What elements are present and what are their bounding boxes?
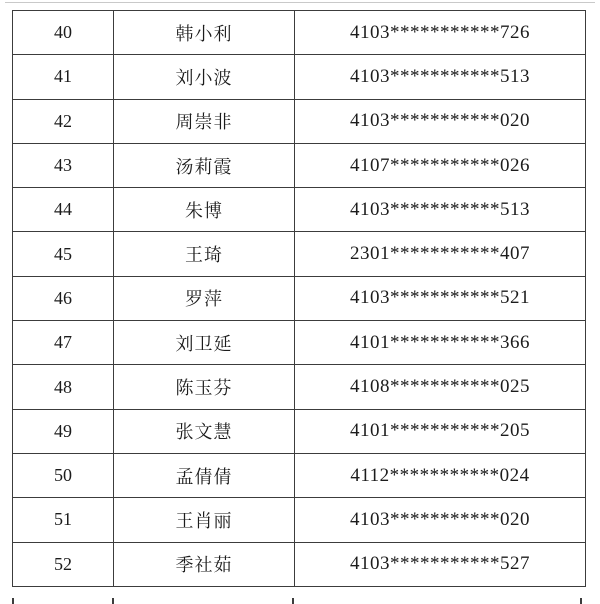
id-cell: 4103***********527 [295,542,586,586]
table-row [13,143,586,187]
table-row [13,542,586,586]
index-cell: 42 [13,99,114,143]
id-cell: 4101***********366 [295,321,586,365]
id-cell: 4101***********205 [295,409,586,453]
id-cell: 4103***********521 [295,276,586,320]
index-cell: 52 [13,542,114,586]
name-cell: 季社茹 [114,542,295,586]
id-cell: 4103***********020 [295,99,586,143]
name-cell: 刘小波 [114,55,295,99]
next-row-divider-stub [292,598,294,604]
table-row [13,365,586,409]
name-cell: 罗萍 [114,276,295,320]
id-cell: 4103***********020 [295,498,586,542]
next-row-right-border-stub [580,598,582,604]
id-cell: 4103***********513 [295,55,586,99]
index-cell: 51 [13,498,114,542]
id-cell: 4112***********024 [295,453,586,497]
name-cell: 朱博 [114,188,295,232]
name-cell: 刘卫延 [114,321,295,365]
id-cell: 2301***********407 [295,232,586,276]
name-cell: 陈玉芬 [114,365,295,409]
index-cell: 40 [13,11,114,55]
index-cell: 45 [13,232,114,276]
name-cell: 张文慧 [114,409,295,453]
table-row [13,232,586,276]
index-cell: 43 [13,143,114,187]
name-id-roster-table [12,10,586,587]
previous-row-cutoff-line [5,2,595,3]
id-cell: 4103***********726 [295,11,586,55]
next-row-divider-stub [112,598,114,604]
index-cell: 41 [13,55,114,99]
index-cell: 49 [13,409,114,453]
id-cell: 4108***********025 [295,365,586,409]
index-cell: 50 [13,453,114,497]
table-row [13,276,586,320]
table-row [13,188,586,232]
table-row [13,11,586,55]
table-row [13,55,586,99]
table-row [13,453,586,497]
index-cell: 46 [13,276,114,320]
name-cell: 王琦 [114,232,295,276]
next-row-left-border-stub [12,598,14,604]
index-cell: 48 [13,365,114,409]
name-cell: 周崇非 [114,99,295,143]
index-cell: 47 [13,321,114,365]
table-body [13,11,586,587]
table-row [13,99,586,143]
index-cell: 44 [13,188,114,232]
table-row [13,321,586,365]
id-cell: 4103***********513 [295,188,586,232]
table-row [13,409,586,453]
table-row [13,498,586,542]
id-cell: 4107***********026 [295,143,586,187]
name-cell: 韩小利 [114,11,295,55]
name-cell: 汤莉霞 [114,143,295,187]
name-cell: 王肖丽 [114,498,295,542]
name-cell: 孟倩倩 [114,453,295,497]
